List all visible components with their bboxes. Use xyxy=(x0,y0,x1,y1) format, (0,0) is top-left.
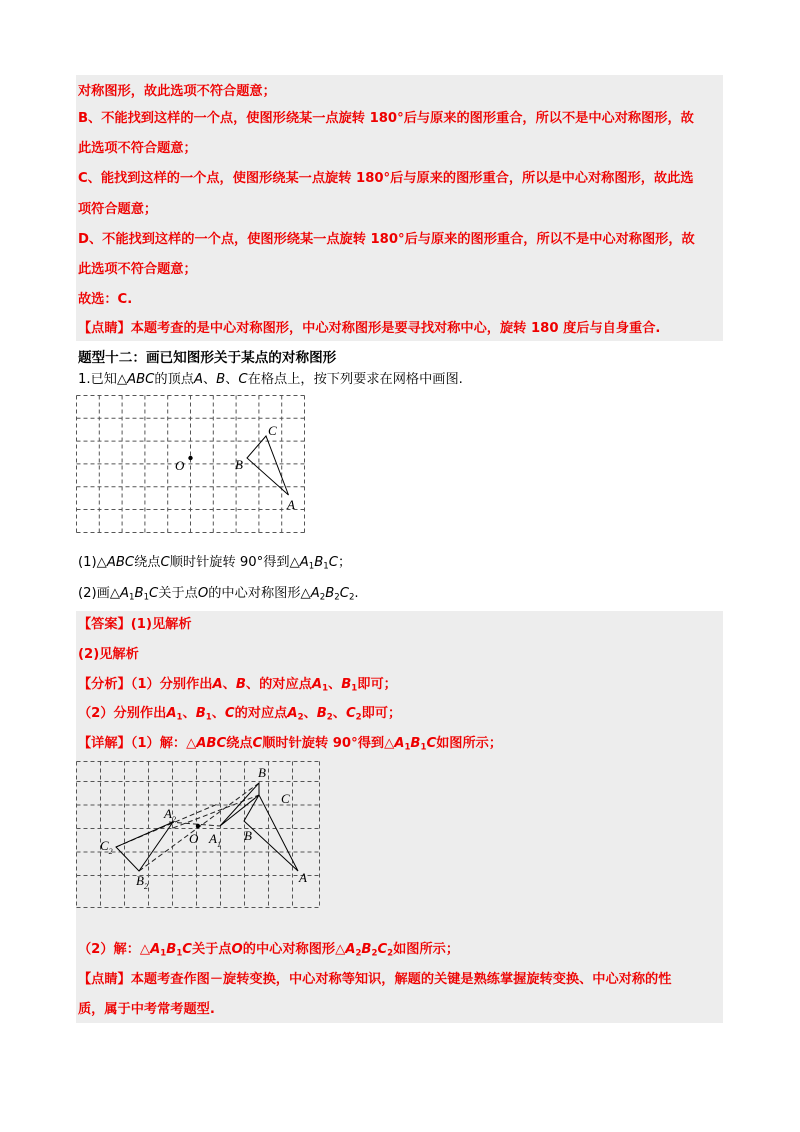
label-b2: $B_2$ xyxy=(136,873,148,891)
option-d-cont: 此选项不符合题意； xyxy=(78,262,197,277)
task-1: (1)△ABC绕点C顺时针旋转 90°得到$\triangle A_1B_1C$； xyxy=(78,555,352,572)
detail-line-2: （2）解：$\triangle A_1B_1C$关于点O的中心对称图形$\triangle A_2B_2C_2$如图所示； xyxy=(78,942,460,959)
prev-line-1: 对称图形，故此选项不符合题意； xyxy=(78,84,276,99)
point-o xyxy=(196,824,200,828)
detail-line-1: 【详解】（1）解：△ABC绕点C顺时针旋转 90°得到$\triangle A_1B_1C$如图所示； xyxy=(78,736,503,753)
question-text: 1.已知△ABC的顶点A、B、C在格点上，按下列要求在网格中画图. xyxy=(78,372,463,387)
review-line-prev: 【点睛】本题考查的是中心对称图形，中心对称图形是要寻找对称中心，旋转 180 度后与自身重合. xyxy=(78,321,661,336)
analysis-line-1: 【分析】（1）分别作出A、B、的对应点$A_1$、$B_1$即可； xyxy=(78,677,397,694)
task-2: (2)画$\triangle A_1B_1C$关于点O的中心对称图形$\triangle A_2B_2C_2$. xyxy=(78,586,359,603)
review-line-1: 【点睛】本题考查作图－旋转变换，中心对称等知识，解题的关键是熟练掌握旋转变换、中心对称的性 xyxy=(78,972,672,987)
solution-figure xyxy=(76,761,324,911)
triangle-abc xyxy=(247,436,289,495)
label-c: C xyxy=(268,423,277,438)
label-a2: $A_2$ xyxy=(164,806,176,824)
option-c-cont: 项符合题意； xyxy=(78,202,158,217)
point-o xyxy=(188,456,192,460)
label-o: O xyxy=(175,458,185,473)
label-a: A xyxy=(299,870,307,885)
triangle-abc xyxy=(244,795,298,871)
analysis-line-2: （2）分别作出$A_1$、$B_1$、C的对应点$A_2$、$B_2$、$C_2$即可； xyxy=(78,706,402,723)
question-figure xyxy=(76,395,310,535)
label-a: A xyxy=(287,497,295,512)
label-b: B xyxy=(244,828,252,843)
label-c2: $C_2$ xyxy=(100,838,113,856)
label-b: B xyxy=(235,457,243,472)
option-b-cont: 此选项不符合题意； xyxy=(78,141,197,156)
answer-line-1: 【答案】(1)见解析 xyxy=(78,617,192,632)
answer-line-2: (2)见解析 xyxy=(78,647,139,662)
option-b-line: B、不能找到这样的一个点，使图形绕某一点旋转 180°后与原来的图形重合，所以不是中心对称图形，故 xyxy=(78,111,694,126)
option-c-line: C、能找到这样的一个点，使图形绕某一点旋转 180°后与原来的图形重合，所以是中心对称图形，故此选 xyxy=(78,171,694,186)
review-line-2: 质，属于中考常考题型. xyxy=(78,1002,215,1017)
option-d-line: D、不能找到这样的一个点，使图形绕某一点旋转 180°后与原来的图形重合，所以不是中心对称图形，故 xyxy=(78,232,695,247)
label-o: O xyxy=(189,831,199,846)
choice-line: 故选：C. xyxy=(78,292,133,307)
label-c: C xyxy=(281,791,290,806)
label-a1: $A_1$ xyxy=(209,831,221,849)
section-heading: 题型十二：画已知图形关于某点的对称图形 xyxy=(78,350,337,366)
label-b1-top: B xyxy=(258,765,266,780)
